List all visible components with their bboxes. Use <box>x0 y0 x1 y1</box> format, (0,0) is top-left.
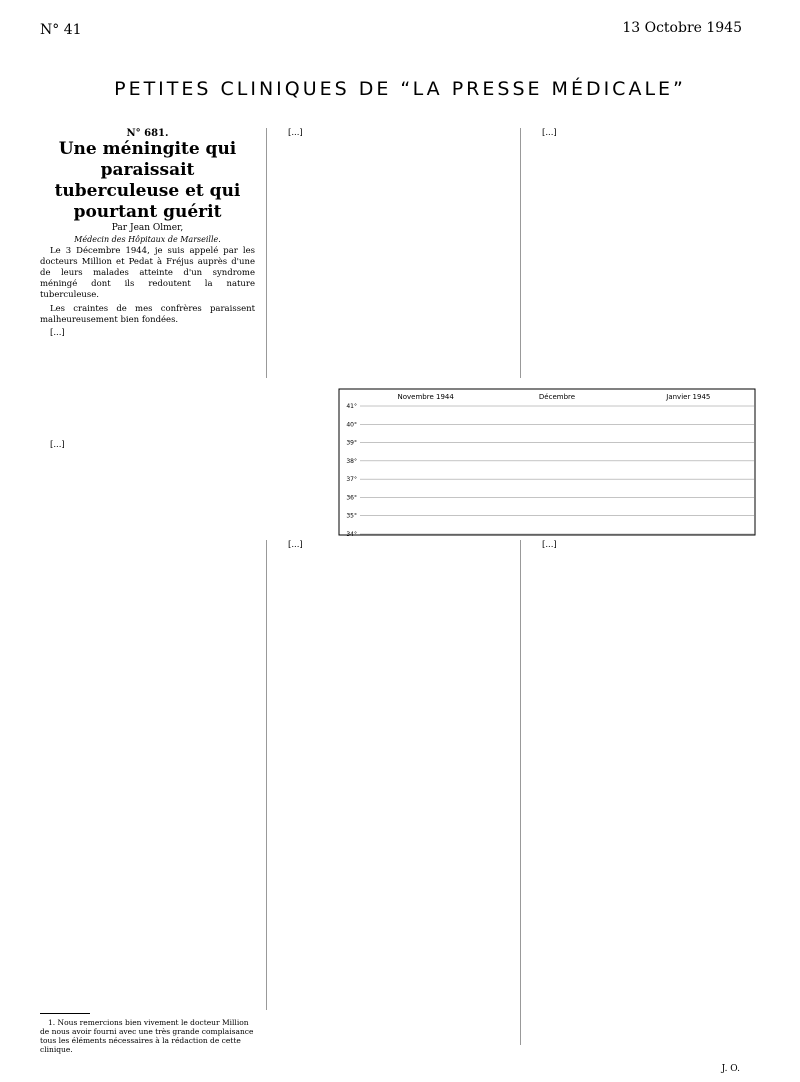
chart-y-tick: 35° <box>346 512 357 520</box>
article-title: Une méningite qui paraissait tuberculeuse et qui pourtant guérit <box>54 139 241 223</box>
paragraph: Le 3 Décembre 1944, je suis appelé par les docteurs Million et Pedat à Fréjus auprès d'une de leurs malades atteinte d'un syndrome méningé dont ils redoutent la nature tuberculeuse. <box>40 245 255 301</box>
chart-month-label: Janvier 1945 <box>666 393 711 401</box>
column-3-bottom <box>532 540 758 553</box>
paragraph: [...] <box>50 440 65 450</box>
chart-y-tick: 39° <box>346 439 357 447</box>
chart-month-label: Novembre 1944 <box>397 393 454 401</box>
column-divider <box>266 128 267 378</box>
column-3-top <box>532 128 758 141</box>
temperature-chart <box>338 388 756 536</box>
chart-month-label: Décembre <box>538 393 576 401</box>
column-1-top <box>40 128 255 341</box>
column-divider <box>266 540 267 1010</box>
chart-y-tick: 40° <box>346 421 357 429</box>
chart-y-tick: 38° <box>346 457 357 465</box>
article-number: N° 681. <box>126 128 169 139</box>
column-1-bottom <box>40 440 255 453</box>
paragraph: [...] <box>542 540 557 550</box>
chart-y-tick: 34° <box>346 531 357 536</box>
column-divider <box>520 540 521 1045</box>
chart-y-tick: 41° <box>346 403 357 410</box>
chart-frame <box>339 389 755 535</box>
paragraph: Les craintes de mes confrères paraissent malheureusement bien fondées. <box>40 303 255 325</box>
journal-title: PETITES CLINIQUES DE “LA PRESSE MÉDICALE” <box>114 78 686 100</box>
column-divider <box>520 128 521 378</box>
col1-top-text <box>40 246 255 340</box>
column-2-bottom <box>278 540 510 553</box>
column-2-top <box>278 128 510 141</box>
chart-y-tick: 36° <box>346 494 357 502</box>
byline: Par Jean Olmer, <box>111 223 184 234</box>
affiliation: Médecin des Hôpitaux de Marseille. <box>74 235 221 245</box>
temperature-chart-svg <box>338 388 756 536</box>
issue-number: N° 41 <box>40 22 82 38</box>
paragraph: [...] <box>288 540 303 550</box>
paragraph: [...] <box>542 128 557 138</box>
footnote-rule <box>40 1013 90 1014</box>
signature: J. O. <box>721 1064 740 1074</box>
paragraph: [...] <box>288 128 303 138</box>
footnote: 1. Nous remercions bien vivement le docteur Million de nous avoir fourni avec une très grande complaisance tous les éléments nécessaires à la rédaction de cette clinique. <box>40 1018 254 1054</box>
issue-date: 13 Octobre 1945 <box>622 20 742 36</box>
chart-y-tick: 37° <box>346 476 357 484</box>
paragraph: [...] <box>50 328 65 339</box>
